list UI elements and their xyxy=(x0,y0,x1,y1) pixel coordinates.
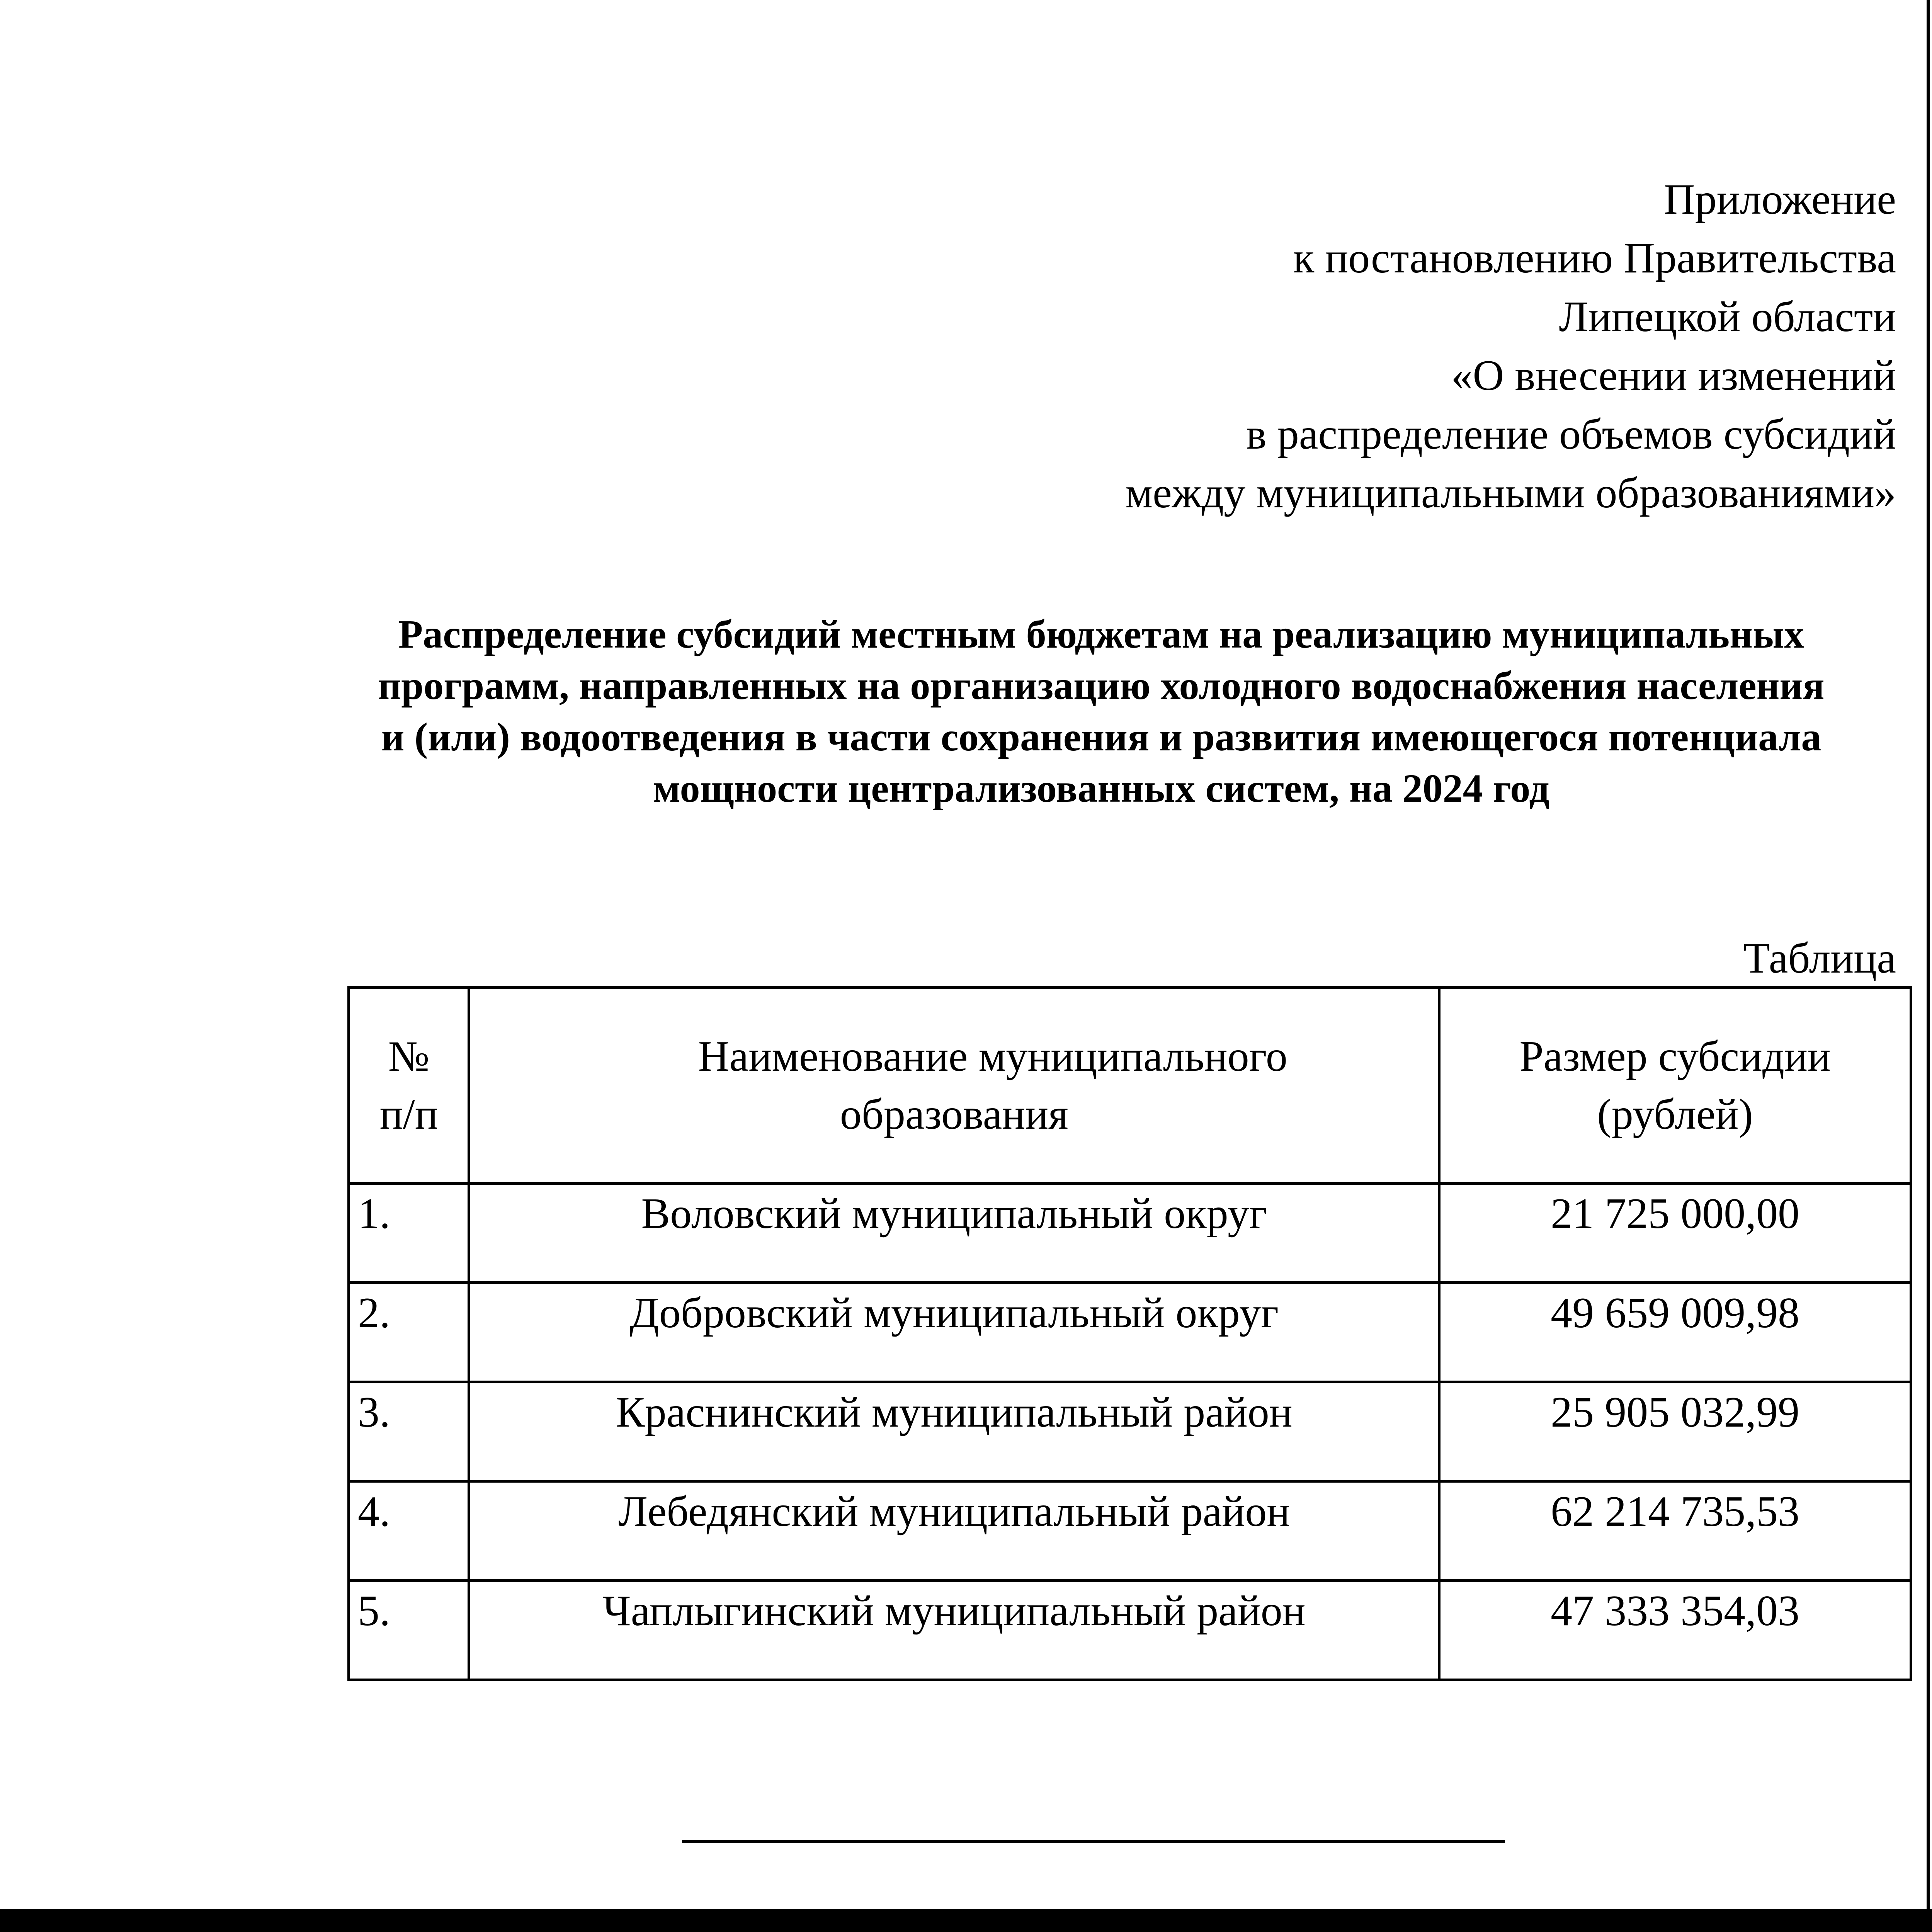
title-line: Распределение субсидий местным бюджетам на реализацию муниципальных xyxy=(398,612,1804,656)
row-name: Чаплыгинский муниципальный район xyxy=(469,1581,1439,1680)
row-num: 1. xyxy=(349,1184,469,1283)
header-line: «О внесении изменений xyxy=(1451,352,1896,400)
row-amount: 25 905 032,99 xyxy=(1439,1382,1911,1481)
row-amount: 62 214 735,53 xyxy=(1439,1481,1911,1581)
row-name: Краснинский муниципальный район xyxy=(469,1382,1439,1481)
header-amount-line1: Размер субсидии xyxy=(1519,1032,1831,1080)
row-name: Добровский муниципальный округ xyxy=(469,1283,1439,1382)
table-row xyxy=(349,1184,1911,1283)
header-num xyxy=(349,988,469,1184)
table-row xyxy=(349,1283,1911,1382)
table-row xyxy=(349,1581,1911,1680)
row-num: 2. xyxy=(349,1283,469,1382)
row-num: 5. xyxy=(349,1581,469,1680)
row-amount: 49 659 009,98 xyxy=(1439,1283,1911,1382)
header-line: в распределение объемов субсидий xyxy=(1246,410,1896,458)
appendix-header xyxy=(1125,170,1896,522)
scan-edge-bottom xyxy=(0,1909,1932,1932)
header-amount-line2: (рублей) xyxy=(1597,1090,1753,1138)
title-line: и (или) водоотведения в части сохранения и развития имеющегося потенциала xyxy=(381,715,1821,759)
header-line: Липецкой области xyxy=(1559,293,1896,341)
row-amount: 21 725 000,00 xyxy=(1439,1184,1911,1283)
title-line: программ, направленных на организацию холодного водоснабжения населения xyxy=(378,663,1825,708)
header-num-line1: № xyxy=(388,1032,430,1080)
row-name: Воловский муниципальный округ xyxy=(469,1184,1439,1283)
table-row xyxy=(349,1382,1911,1481)
header-name xyxy=(469,988,1439,1184)
table-caption: Таблица xyxy=(1743,934,1896,982)
header-line: к постановлению Правительства xyxy=(1293,234,1896,282)
row-amount: 47 333 354,03 xyxy=(1439,1581,1911,1680)
subsidy-table xyxy=(347,986,1912,1681)
table-header-row xyxy=(349,988,1911,1184)
end-divider-line xyxy=(682,1840,1505,1843)
header-amount xyxy=(1439,988,1911,1184)
header-name-line1: Наименование муниципального xyxy=(698,1032,1287,1080)
row-num: 4. xyxy=(349,1481,469,1581)
row-name: Лебедянский муниципальный район xyxy=(469,1481,1439,1581)
header-line: Приложение xyxy=(1663,175,1896,223)
document-title xyxy=(270,609,1932,814)
title-line: мощности централизованных систем, на 2024 год xyxy=(653,766,1550,811)
table-row xyxy=(349,1481,1911,1581)
header-num-line2: п/п xyxy=(379,1090,438,1138)
header-line: между муниципальными образованиями» xyxy=(1125,469,1896,517)
scan-edge-right xyxy=(1927,0,1930,1932)
header-name-line2: образования xyxy=(840,1090,1068,1138)
row-num: 3. xyxy=(349,1382,469,1481)
